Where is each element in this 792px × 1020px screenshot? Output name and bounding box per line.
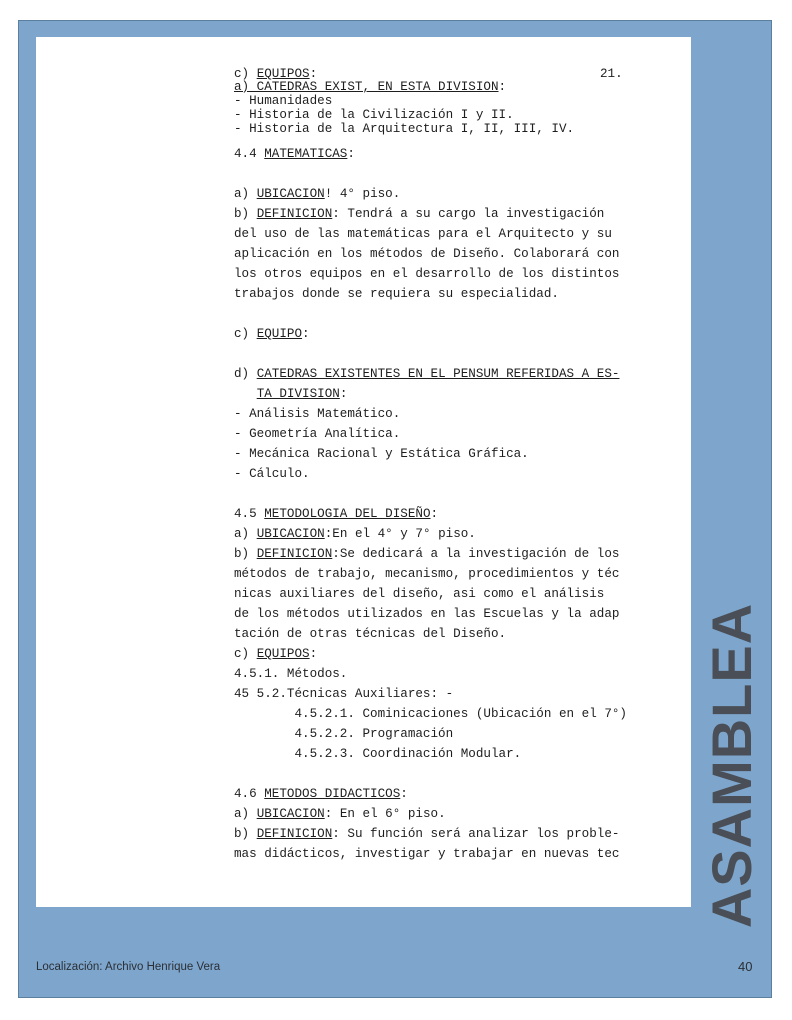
document-line	[234, 667, 347, 681]
document-line	[234, 607, 619, 621]
line-text-rest: :	[302, 327, 310, 341]
line-text-rest: :	[309, 647, 318, 661]
document-line	[234, 94, 332, 108]
document-line	[234, 567, 619, 581]
document-line	[234, 187, 400, 201]
line-heading: METODOS DIDACTICOS	[264, 787, 401, 801]
line-text: 45 5.2.Técnicas Auxiliares: -	[234, 687, 454, 701]
document-line	[234, 467, 310, 481]
document-line	[234, 587, 604, 601]
line-heading: UBICACION	[256, 807, 325, 821]
document-line	[234, 67, 317, 81]
line-text: a)	[234, 527, 257, 541]
document-line	[234, 507, 438, 521]
line-text: b)	[234, 207, 257, 221]
line-text: nicas auxiliares del diseño, asi como el análisis	[234, 587, 605, 601]
line-text-rest: :	[400, 787, 408, 801]
line-text: c)	[234, 327, 257, 341]
line-text: tación de otras técnicas del Diseño.	[234, 627, 507, 641]
line-text: trabajos donde se requiera su especialidad.	[234, 287, 559, 301]
line-text: - Historia de la Civilización I y II.	[234, 108, 514, 122]
line-heading: DEFINICION	[256, 827, 333, 841]
line-text: c)	[234, 647, 257, 661]
line-heading: a) CATEDRAS EXIST, EN ESTA DIVISION	[234, 80, 499, 94]
line-text: 4.5.2.2. Programación	[234, 727, 454, 741]
document-line	[234, 327, 310, 341]
line-heading: MATEMATICAS	[264, 147, 348, 161]
line-text: 4.5.2.3. Coordinación Modular.	[234, 747, 522, 761]
line-text: 4.5	[234, 507, 265, 521]
line-heading: UBICACION	[256, 527, 325, 541]
line-text: 4.5.2.1. Cominicaciones (Ubicación en el 7°)	[234, 707, 627, 721]
line-text: b)	[234, 547, 257, 561]
line-text-rest: : En el 6° piso.	[324, 807, 446, 821]
document-line	[234, 827, 619, 841]
line-text: b)	[234, 827, 257, 841]
document-line	[234, 727, 453, 741]
line-text: 4.5.1. Métodos.	[234, 667, 348, 681]
line-heading: EQUIPOS	[256, 67, 310, 81]
line-heading: TA DIVISION	[256, 387, 340, 401]
line-text: - Mecánica Racional y Estática Gráfica.	[234, 447, 529, 461]
line-text-rest: :	[347, 147, 355, 161]
line-text: - Historia de la Arquitectura I, II, III, IV.	[234, 122, 575, 136]
document-line	[234, 108, 514, 122]
document-line	[234, 807, 446, 821]
document-line	[234, 267, 619, 281]
document-line	[234, 627, 506, 641]
line-text: 4.6	[234, 787, 265, 801]
line-text: d)	[234, 367, 257, 381]
footer-location: Localización: Archivo Henrique Vera	[36, 961, 221, 973]
footer-page-number: 40	[738, 959, 753, 974]
line-text-rest: :	[498, 80, 507, 94]
document-line	[234, 747, 521, 761]
document-line	[234, 80, 506, 94]
line-text-rest: :	[430, 507, 439, 521]
line-text-rest: :Se dedicará a la investigación de los	[332, 547, 620, 561]
document-line	[234, 367, 619, 381]
line-heading: EQUIPOS	[256, 647, 310, 661]
line-text: - Cálculo.	[234, 467, 310, 481]
line-text: - Análisis Matemático.	[234, 407, 401, 421]
document-line	[234, 247, 619, 261]
document-line	[234, 787, 408, 801]
document-page-number: 21.	[600, 67, 623, 81]
line-text: del uso de las matemáticas para el Arquitecto y su	[234, 227, 612, 241]
document-line	[234, 547, 619, 561]
document-line	[234, 287, 559, 301]
sidebar-title	[697, 600, 767, 930]
sidebar-title-text: ASAMBLEA	[700, 602, 764, 928]
document-line	[234, 227, 612, 241]
line-text: a)	[234, 187, 257, 201]
line-heading: DEFINICION	[256, 547, 333, 561]
scanned-document	[36, 37, 691, 907]
line-heading: DEFINICION	[256, 207, 333, 221]
line-text: c)	[234, 67, 257, 81]
document-line	[234, 687, 453, 701]
line-heading: EQUIPO	[256, 327, 303, 341]
document-line	[234, 407, 400, 421]
document-line	[234, 847, 619, 861]
line-text: métodos de trabajo, mecanismo, procedimientos y téc	[234, 567, 620, 581]
line-text: 4.4	[234, 147, 265, 161]
document-line	[234, 427, 400, 441]
line-text: - Humanidades	[234, 94, 333, 108]
line-text: aplicación en los métodos de Diseño. Colaborará con	[234, 247, 620, 261]
line-text-rest: : Su función será analizar los proble-	[332, 827, 620, 841]
document-line	[234, 707, 627, 721]
line-heading: METODOLOGIA DEL DISEÑO	[264, 507, 431, 521]
line-text-rest: :	[339, 387, 348, 401]
line-text: mas didácticos, investigar y trabajar en nuevas tec	[234, 847, 620, 861]
line-heading: CATEDRAS EXISTENTES EN EL PENSUM REFERIDAS A ES-	[256, 367, 620, 381]
line-text: de los métodos utilizados en las Escuelas y la adap	[234, 607, 620, 621]
document-line	[234, 387, 347, 401]
line-text-rest: ! 4° piso.	[324, 187, 401, 201]
line-text-rest: : Tendrá a su cargo la investigación	[332, 207, 605, 221]
document-line	[234, 122, 574, 136]
line-text-rest: :	[309, 67, 318, 81]
line-text	[234, 387, 257, 401]
line-text: a)	[234, 807, 257, 821]
line-text: los otros equipos en el desarrollo de los distintos	[234, 267, 620, 281]
document-line	[234, 147, 355, 161]
line-text: - Geometría Analítica.	[234, 427, 401, 441]
document-line	[234, 447, 529, 461]
document-line	[234, 207, 604, 221]
document-line	[234, 647, 317, 661]
line-heading: UBICACION	[256, 187, 325, 201]
line-text-rest: :En el 4° y 7° piso.	[324, 527, 476, 541]
document-line	[234, 527, 476, 541]
